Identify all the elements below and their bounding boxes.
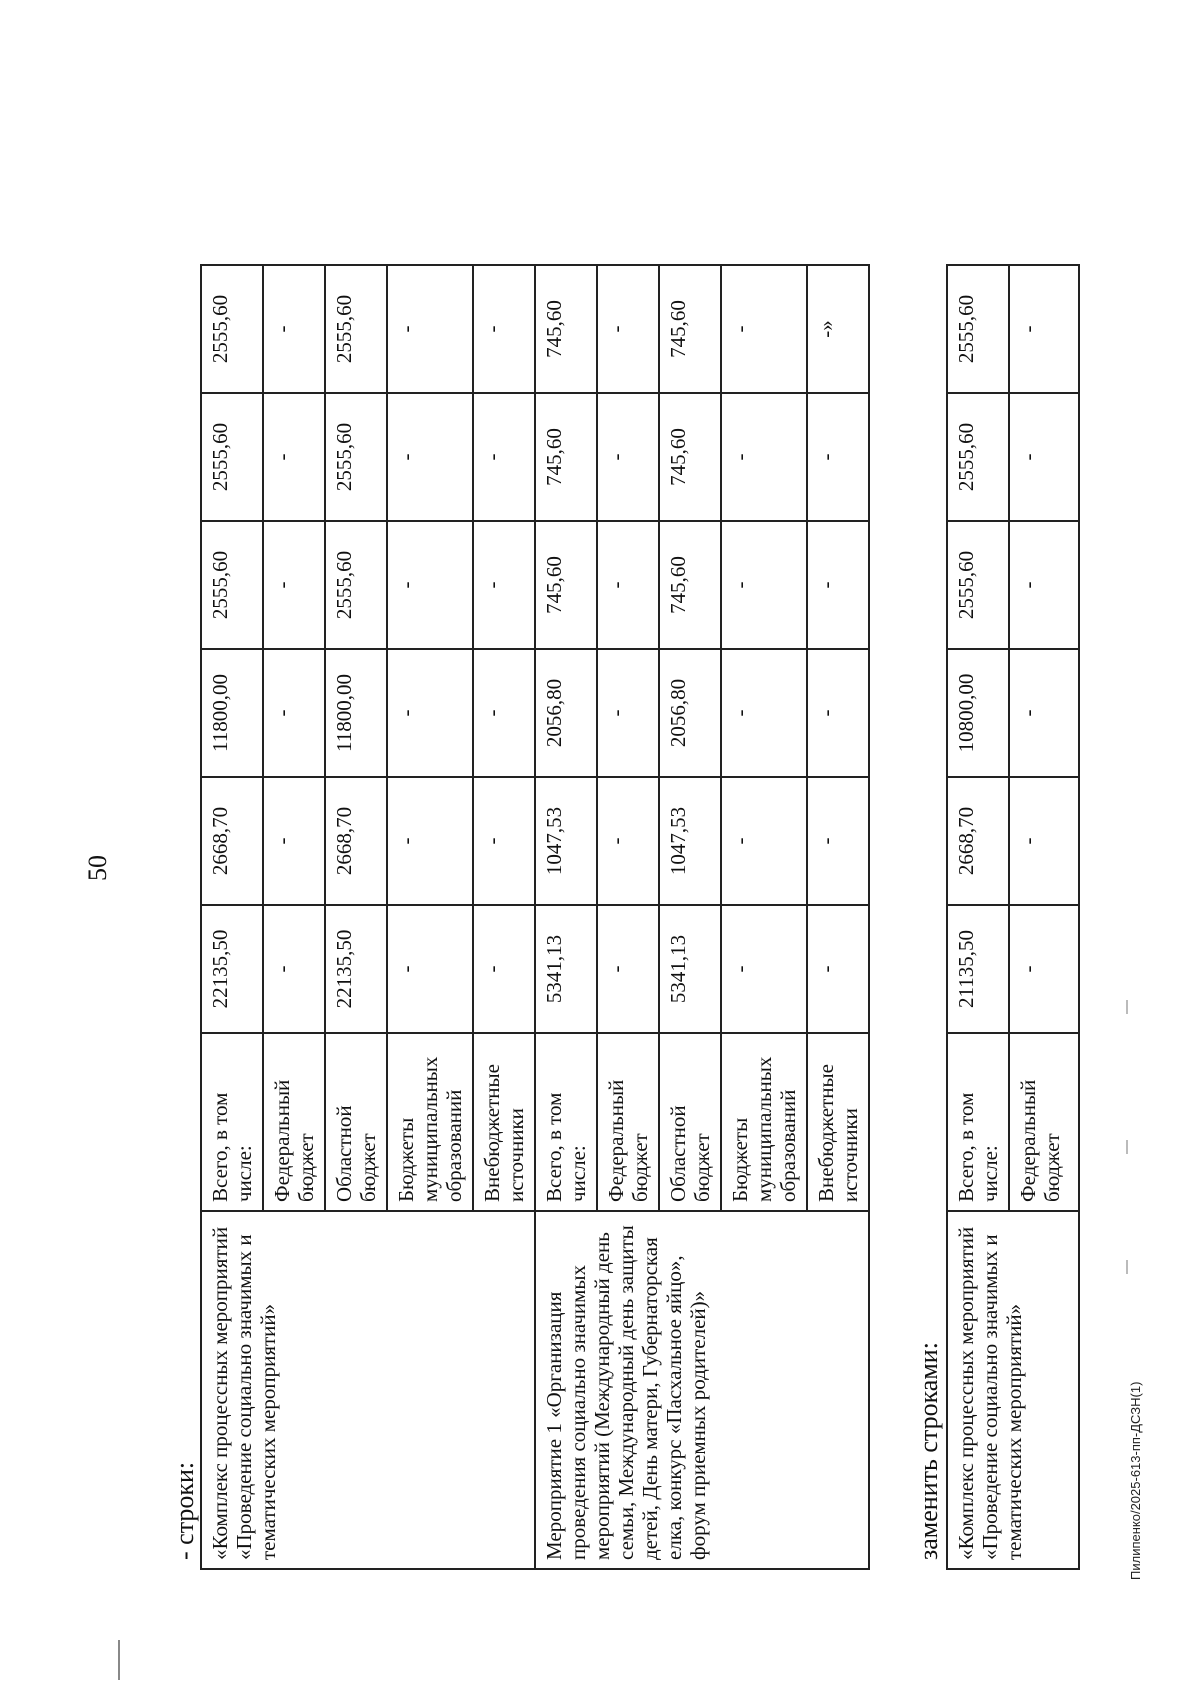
- value-cell: 745,60: [659, 521, 721, 649]
- value-cell: 1047,53: [659, 777, 721, 905]
- scan-artifact: [1126, 1260, 1128, 1274]
- source-cell: Всего, в том числе:: [947, 1033, 1009, 1211]
- measure-name-cell: Мероприятие 1 «Организация проведения социально значимых мероприятий (Международный день семьи, Международный день защиты детей, День матери, Губернаторская елка, конкурс «Пасхальное яйцо», форум приемных родителей)»: [535, 1211, 869, 1569]
- source-cell: Внебюджетные источники: [473, 1033, 535, 1211]
- heading-replace-with: заменить строками:: [914, 1342, 943, 1560]
- footer-code-text: Пилипенко/2025-613-пп-ДСЗН(1): [1128, 1381, 1143, 1580]
- value-cell: -: [1009, 265, 1079, 393]
- value-cell: 2056,80: [535, 649, 597, 777]
- value-cell: -: [1009, 905, 1079, 1033]
- program-name-cell: «Комплекс процессных мероприятий «Проведение социально значимых и тематических мероприятий»: [947, 1211, 1079, 1569]
- source-cell: Внебюджетные источники: [807, 1033, 869, 1211]
- value-cell: -: [597, 777, 659, 905]
- value-cell: 2668,70: [325, 777, 387, 905]
- value-cell: 5341,13: [659, 905, 721, 1033]
- value-cell: 2555,60: [325, 521, 387, 649]
- value-cell: -: [721, 905, 807, 1033]
- source-cell: Областной бюджет: [325, 1033, 387, 1211]
- value-cell: 5341,13: [535, 905, 597, 1033]
- value-cell: -: [807, 393, 869, 521]
- value-cell: -: [263, 393, 325, 521]
- source-cell: Федеральный бюджет: [597, 1033, 659, 1211]
- value-cell: 2555,60: [325, 265, 387, 393]
- value-cell: -: [263, 777, 325, 905]
- source-cell: Бюджеты муниципальных образований: [387, 1033, 473, 1211]
- value-cell: -: [387, 905, 473, 1033]
- value-cell: 10800,00: [947, 649, 1009, 777]
- source-cell: Федеральный бюджет: [263, 1033, 325, 1211]
- value-cell: -: [721, 393, 807, 521]
- value-cell: 2056,80: [659, 649, 721, 777]
- value-cell: 745,60: [535, 265, 597, 393]
- value-cell: 745,60: [535, 393, 597, 521]
- scan-artifact: [1126, 1140, 1128, 1154]
- page-number: 50: [83, 855, 112, 881]
- rotated-document: [140, 80, 1090, 1620]
- value-cell: -: [387, 777, 473, 905]
- table-original-rows: [200, 264, 870, 1570]
- value-cell: 745,60: [659, 265, 721, 393]
- value-cell: -: [807, 649, 869, 777]
- value-cell: -: [721, 521, 807, 649]
- value-cell: -: [473, 265, 535, 393]
- value-cell: -: [473, 649, 535, 777]
- value-cell: -: [721, 265, 807, 393]
- value-cell: -: [597, 393, 659, 521]
- value-cell: 2555,60: [947, 265, 1009, 393]
- value-cell: -: [721, 777, 807, 905]
- value-cell: -: [263, 649, 325, 777]
- source-cell: Всего, в том числе:: [535, 1033, 597, 1211]
- value-cell: 2555,60: [947, 521, 1009, 649]
- value-cell: 2555,60: [201, 521, 263, 649]
- value-cell: 22135,50: [325, 905, 387, 1033]
- value-cell: 2668,70: [947, 777, 1009, 905]
- value-cell: -: [387, 521, 473, 649]
- value-cell: 2555,60: [325, 393, 387, 521]
- value-cell: -: [387, 393, 473, 521]
- value-cell: 22135,50: [201, 905, 263, 1033]
- value-cell: 21135,50: [947, 905, 1009, 1033]
- value-cell: 2555,60: [947, 393, 1009, 521]
- value-cell: -: [473, 393, 535, 521]
- value-cell: -: [387, 265, 473, 393]
- value-cell: -: [263, 521, 325, 649]
- value-cell: -: [807, 777, 869, 905]
- value-cell: -: [597, 265, 659, 393]
- value-cell: -: [263, 265, 325, 393]
- value-cell: -: [597, 521, 659, 649]
- value-cell: -: [473, 777, 535, 905]
- value-cell: -: [1009, 521, 1079, 649]
- source-cell: Областной бюджет: [659, 1033, 721, 1211]
- source-cell: Федеральный бюджет: [1009, 1033, 1079, 1211]
- value-cell: -: [807, 521, 869, 649]
- value-cell: -: [807, 905, 869, 1033]
- value-cell: -: [1009, 393, 1079, 521]
- value-cell: 745,60: [535, 521, 597, 649]
- program-name-cell: «Комплекс процессных мероприятий «Проведение социально значимых и тематических мероприятий»: [201, 1211, 535, 1569]
- value-cell: 11800,00: [201, 649, 263, 777]
- table-replacement-rows: [946, 264, 1080, 1570]
- source-cell: Бюджеты муниципальных образований: [721, 1033, 807, 1211]
- value-cell: -: [1009, 649, 1079, 777]
- value-cell: -»: [807, 265, 869, 393]
- value-cell: -: [721, 649, 807, 777]
- value-cell: -: [597, 905, 659, 1033]
- value-cell: -: [473, 521, 535, 649]
- value-cell: -: [387, 649, 473, 777]
- table-row: [947, 265, 1009, 1569]
- value-cell: 2555,60: [201, 393, 263, 521]
- value-cell: 745,60: [659, 393, 721, 521]
- value-cell: -: [597, 649, 659, 777]
- heading-lines: - строки:: [170, 1461, 199, 1560]
- value-cell: -: [473, 905, 535, 1033]
- value-cell: -: [1009, 777, 1079, 905]
- source-cell: Всего, в том числе:: [201, 1033, 263, 1211]
- value-cell: -: [263, 905, 325, 1033]
- scan-artifact: [1126, 1000, 1128, 1014]
- table-row: [535, 265, 597, 1569]
- scan-artifact: [118, 1640, 120, 1680]
- table-row: [201, 265, 263, 1569]
- value-cell: 2668,70: [201, 777, 263, 905]
- value-cell: 2555,60: [201, 265, 263, 393]
- value-cell: 1047,53: [535, 777, 597, 905]
- value-cell: 11800,00: [325, 649, 387, 777]
